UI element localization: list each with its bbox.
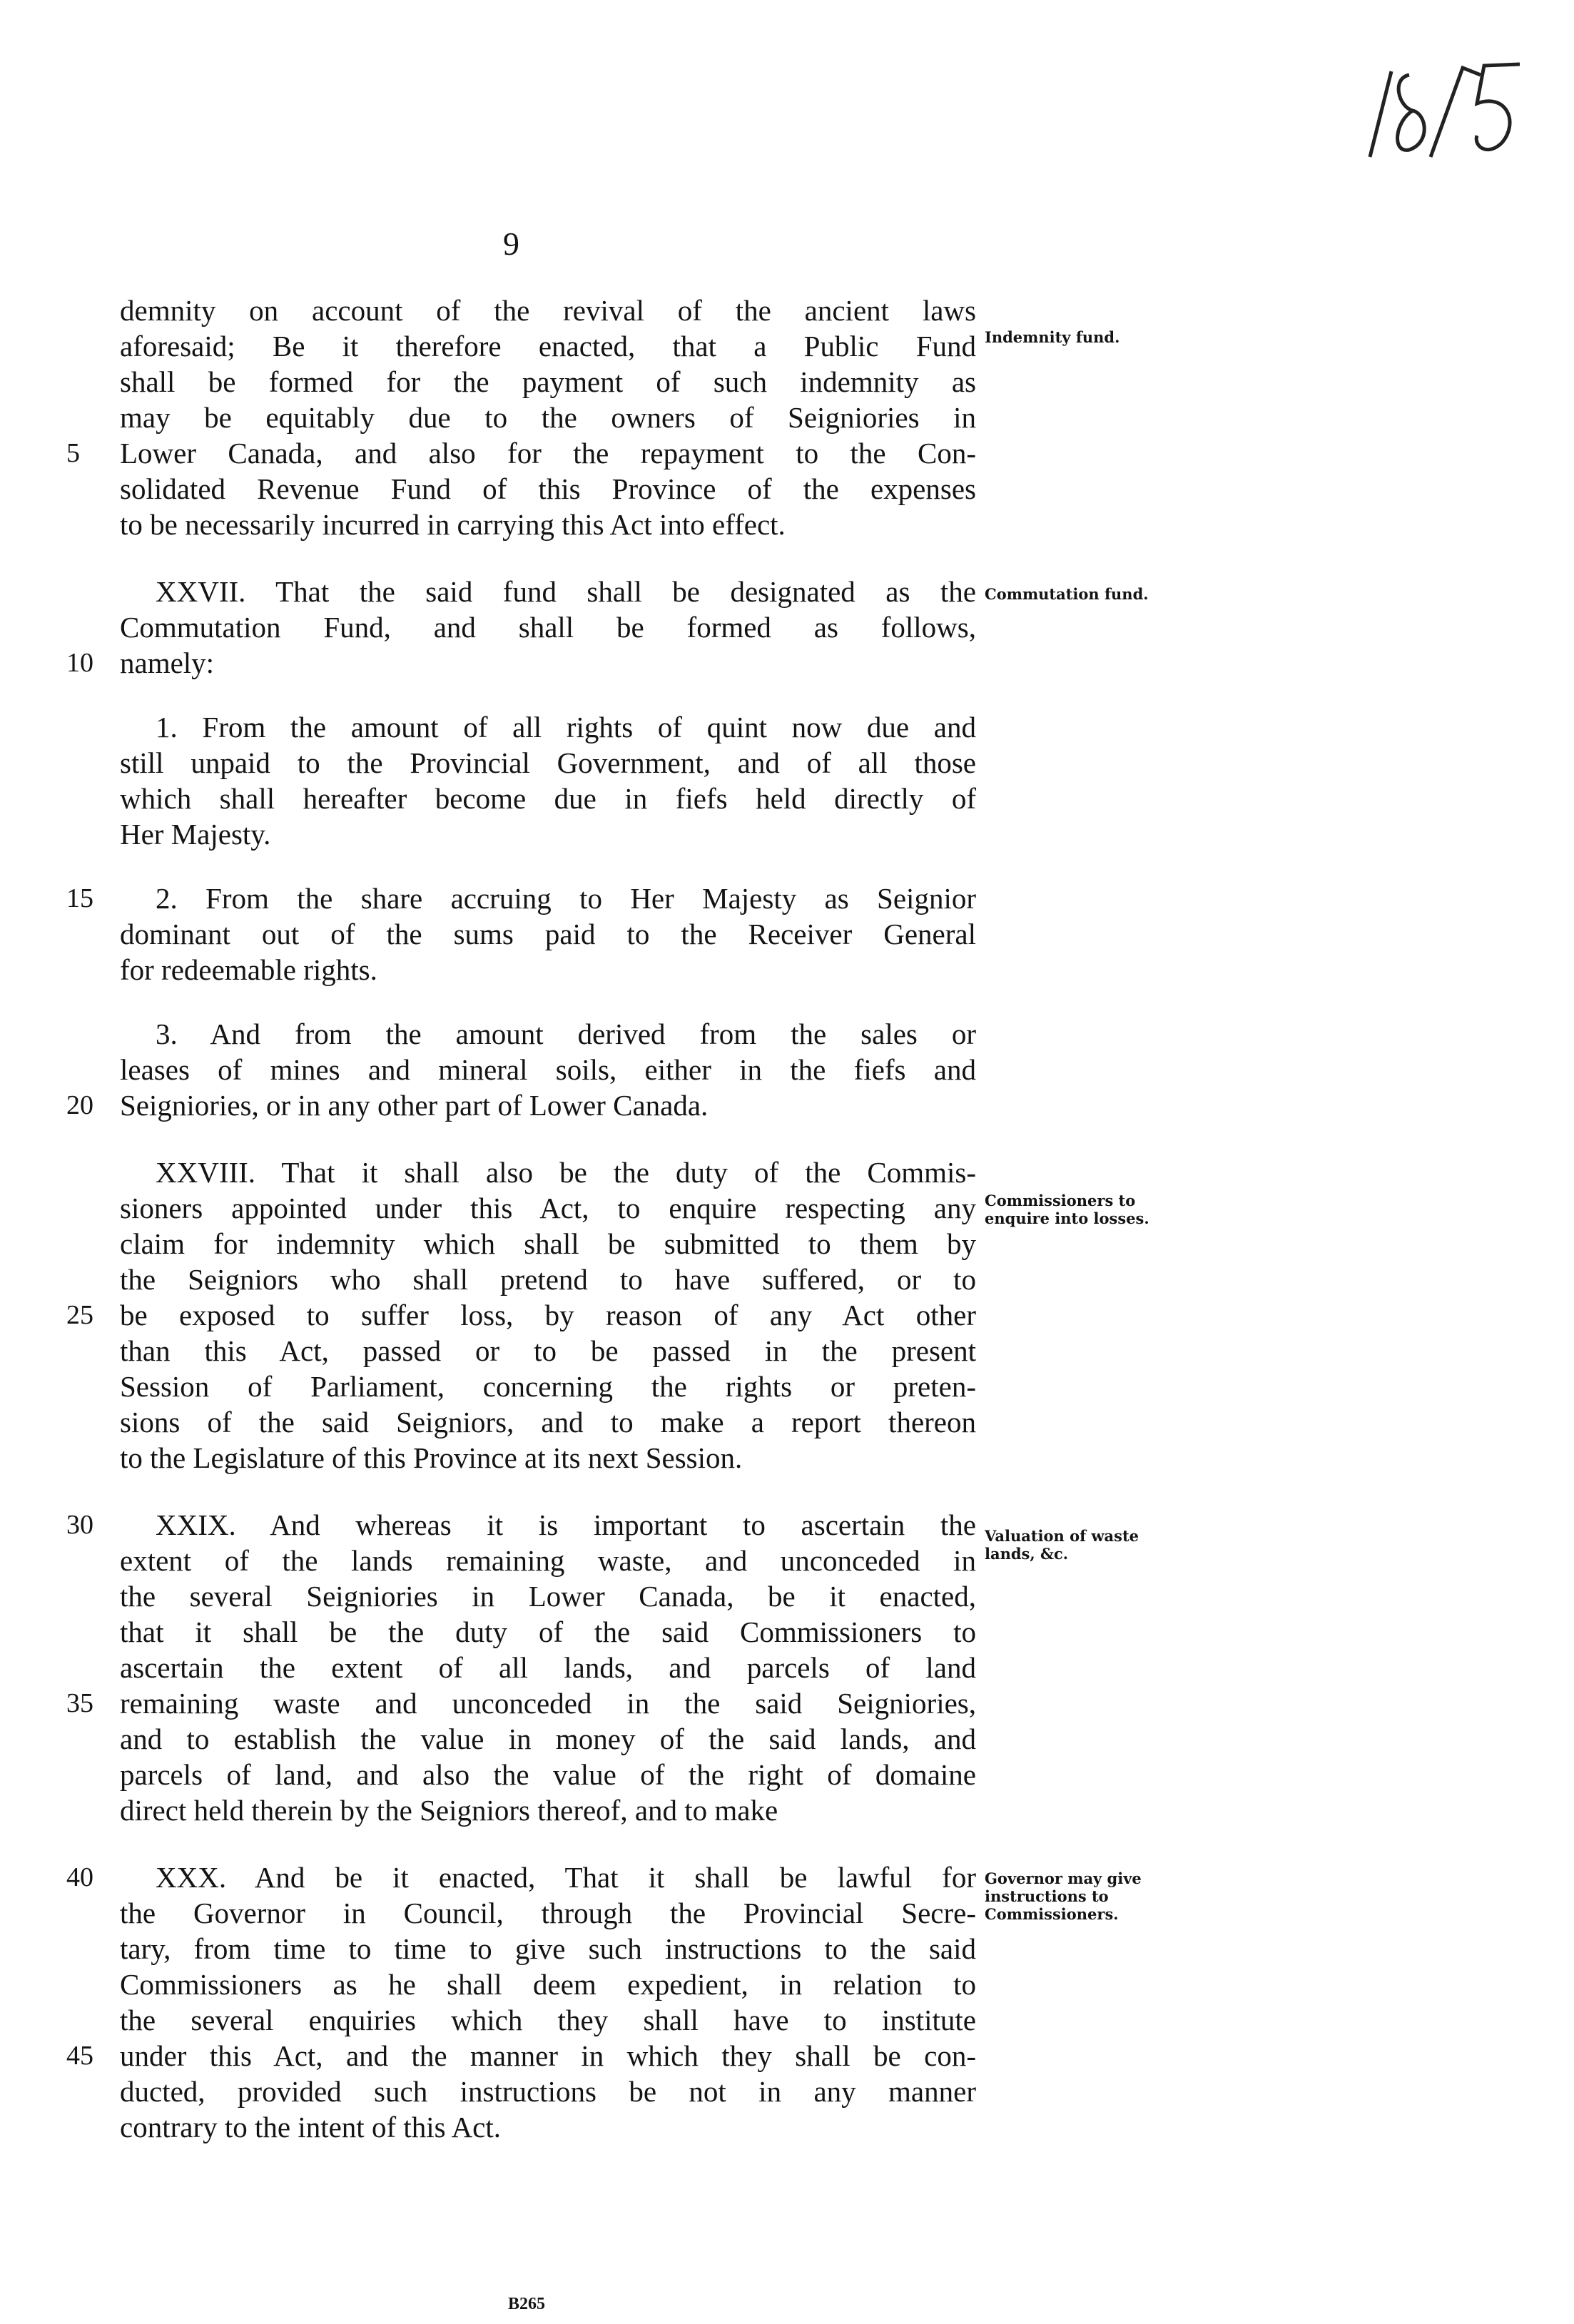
text-line: Session of Parliament, concerning the rights or preten- <box>120 1370 976 1403</box>
text-line: 30 XXIX. And whereas it is important to ascertain the <box>66 1508 976 1541</box>
text-line: contrary to the intent of this Act. <box>120 2111 502 2143</box>
text-line: 20 Seigniories, or in any other part of Lower Canada. <box>66 1089 709 1122</box>
text-line: than this Act, passed or to be passed in the present <box>120 1334 976 1367</box>
section-xxx <box>66 1859 976 2145</box>
text-line: may be equitably due to the owners of Seigniories in <box>120 401 976 434</box>
text-line: the several enquiries which they shall have to institute <box>120 2004 976 2036</box>
text-line: direct held therein by the Seigniors thereof, and to make <box>120 1794 778 1827</box>
text-line: that it shall be the duty of the said Commissioners to <box>120 1615 976 1648</box>
text-line: 45 under this Act, and the manner in which they shall be con- <box>66 2039 976 2072</box>
line-number: 5 <box>66 438 80 468</box>
text-line: ascertain the extent of all lands, and parcels of land <box>120 1651 976 1684</box>
text-line: 3. And from the amount derived from the sales or <box>156 1018 976 1050</box>
line-number: 40 <box>66 1862 93 1892</box>
text-line: 1. From the amount of all rights of quint now due and <box>156 711 976 744</box>
text-line: Her Majesty. <box>120 818 271 851</box>
text-line: to the Legislature of this Province at its next Session. <box>120 1441 743 1474</box>
text-line: 5 Lower Canada, and also for the repayment to the Con- <box>66 437 976 470</box>
line-number: 45 <box>66 2041 93 2071</box>
paragraph-indemnity-continued <box>66 293 976 542</box>
text-line: extent of the lands remaining waste, and unconceded in <box>120 1544 976 1577</box>
margin-note-indemnity: Indemnity fund. <box>985 328 1120 346</box>
line-number: 25 <box>66 1300 93 1330</box>
margin-note-valuation: Valuation of waste lands, &c. <box>985 1527 1139 1563</box>
text-line: solidated Revenue Fund of this Province of the expenses <box>120 472 976 505</box>
text-line: Commutation Fund, and shall be formed as follows, <box>120 611 976 644</box>
text-line: tary, from time to time to give such instructions to the said <box>120 1932 976 1965</box>
handwritten-note <box>1341 57 1534 171</box>
item-2-dominant <box>66 881 976 988</box>
text-line: claim for indemnity which shall be submitted to them by <box>120 1227 976 1260</box>
text-line: XXVII. That the said fund shall be designated as the <box>156 575 976 608</box>
text-line: dominant out of the sums paid to the Receiver General <box>120 918 976 950</box>
page-number: 9 <box>503 225 519 262</box>
text-line: demnity on account of the revival of the ancient laws <box>120 294 976 327</box>
text-line: sions of the said Seigniors, and to make a report thereon <box>120 1406 976 1438</box>
text-line: 15 2. From the share accruing to Her Majesty as Seignior <box>66 882 976 915</box>
text-line: to be necessarily incurred in carrying this Act into effect. <box>120 508 786 541</box>
text-line: 35 remaining waste and unconceded in the said Seigniories, <box>66 1687 976 1720</box>
text-line: for redeemable rights. <box>120 953 377 986</box>
line-number: 30 <box>66 1510 93 1540</box>
item-3-mines <box>66 1016 976 1123</box>
text-line: the Governor in Council, through the Provincial Secre- <box>120 1897 976 1929</box>
text-line: XXVIII. That it shall also be the duty of the Commis- <box>156 1156 976 1189</box>
text-line: leases of mines and mineral soils, either in the fiefs and <box>120 1053 976 1086</box>
text-line: sioners appointed under this Act, to enquire respecting any <box>120 1192 976 1224</box>
margin-note-governor: Governor may give instructions to Commissioners. <box>985 1869 1142 1923</box>
text-line: aforesaid; Be it therefore enacted, that a Public Fund <box>120 330 976 362</box>
document-body <box>66 293 976 2145</box>
text-line: ducted, provided such instructions be not in any manner <box>120 2075 976 2108</box>
text-line: and to establish the value in money of the said lands, and <box>120 1722 976 1755</box>
section-xxvii <box>66 574 976 681</box>
text-line: the Seigniors who shall pretend to have suffered, or to <box>120 1263 976 1296</box>
section-xxix <box>66 1507 976 1828</box>
text-line: still unpaid to the Provincial Government, and of all those <box>120 746 976 779</box>
line-number: 20 <box>66 1090 93 1120</box>
margin-note-commissioners: Commissioners to enquire into losses. <box>985 1192 1149 1227</box>
text-line: which shall hereafter become due in fiefs held directly of <box>120 782 976 815</box>
margin-note-commutation: Commutation fund. <box>985 585 1149 603</box>
text-line: parcels of land, and also the value of the right of domaine <box>120 1758 976 1791</box>
text-line: Commissioners as he shall deem expedient, in relation to <box>120 1968 976 2001</box>
text-line: 40 XXX. And be it enacted, That it shall be lawful for <box>66 1861 976 1894</box>
text-line: the several Seigniories in Lower Canada, be it enacted, <box>120 1580 976 1613</box>
text-line: 10 namely: <box>66 646 215 679</box>
section-xxviii <box>66 1155 976 1476</box>
item-1-quint <box>120 709 976 852</box>
text-line: 25 be exposed to suffer loss, by reason of any Act other <box>66 1299 976 1331</box>
line-number: 15 <box>66 883 93 913</box>
line-number: 35 <box>66 1688 93 1718</box>
line-number: 10 <box>66 648 93 678</box>
text-line: shall be formed for the payment of such indemnity as <box>120 365 976 398</box>
printer-signature-mark: B265 <box>508 2295 546 2313</box>
